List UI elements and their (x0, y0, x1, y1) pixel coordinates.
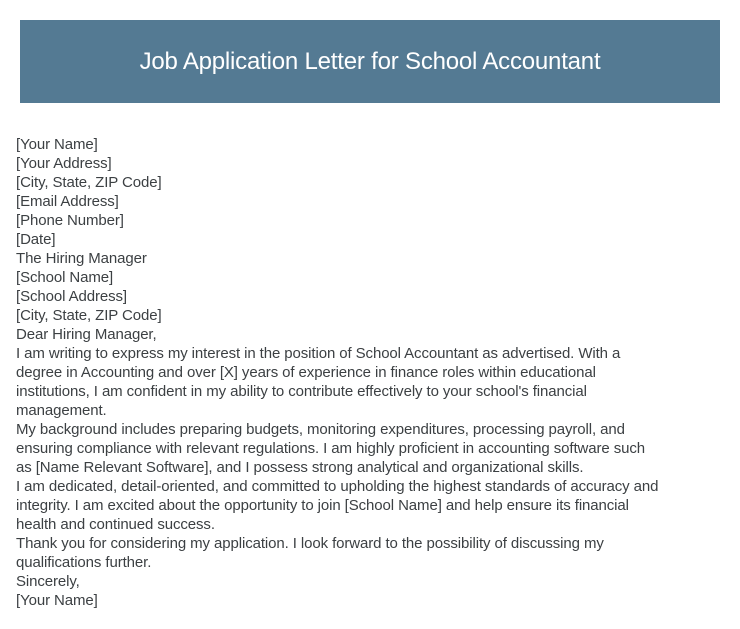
letter-line: Dear Hiring Manager, (16, 326, 157, 343)
letter-line: Thank you for considering my application. I look forward to the possibility of discussing my (16, 535, 604, 552)
letter-line: qualifications further. (16, 554, 152, 571)
letter-line: [City, State, ZIP Code] (16, 307, 162, 324)
letter-line: [Date] (16, 231, 56, 248)
letter-line: health and continued success. (16, 516, 215, 533)
letter-line: degree in Accounting and over [X] years of experience in finance roles within educational (16, 364, 596, 381)
letter-line: [School Name] (16, 269, 114, 286)
letter-line: [Phone Number] (16, 212, 124, 229)
letter-line: [Your Name] (16, 592, 98, 609)
letter-line: ensuring compliance with relevant regulations. I am highly proficient in accounting software such (16, 440, 645, 457)
letter-line: I am dedicated, detail-oriented, and committed to upholding the highest standards of accuracy and (16, 478, 659, 495)
letter-line: [Email Address] (16, 193, 119, 210)
letter-line: I am writing to express my interest in the position of School Accountant as advertised. With a (16, 345, 621, 362)
letter-line: management. (16, 402, 107, 419)
page-title: Job Application Letter for School Accountant (139, 47, 601, 75)
letter-line: The Hiring Manager (16, 250, 147, 267)
letter-body (16, 135, 728, 610)
title-banner (20, 20, 720, 103)
letter-line: [City, State, ZIP Code] (16, 174, 162, 191)
letter-line: as [Name Relevant Software], and I possess strong analytical and organizational skills. (16, 459, 584, 476)
letter-line: institutions, I am confident in my ability to contribute effectively to your school's financial (16, 383, 587, 400)
letter-line: [Your Name] (16, 136, 98, 153)
letter-line: [School Address] (16, 288, 127, 305)
letter-line: [Your Address] (16, 155, 112, 172)
letter-line: integrity. I am excited about the opportunity to join [School Name] and help ensure its financial (16, 497, 629, 514)
letter-line: Sincerely, (16, 573, 80, 590)
letter-line: My background includes preparing budgets, monitoring expenditures, processing payroll, and (16, 421, 625, 438)
